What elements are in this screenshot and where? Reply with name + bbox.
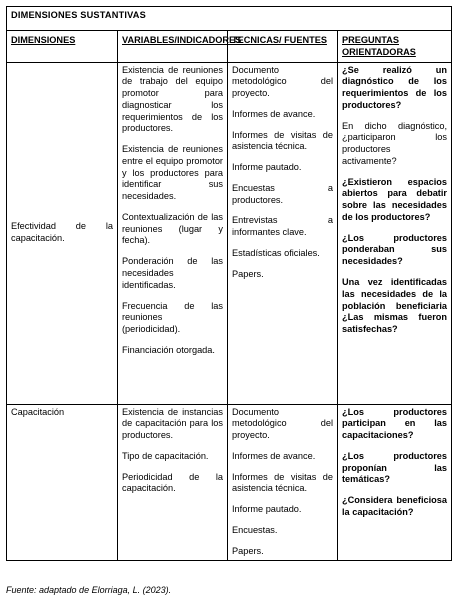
pregunta-item: ¿Existieron espacios abiertos para debatir sobre las necesidades de los productores?: [342, 176, 447, 222]
tecnicas-cell: [228, 404, 338, 560]
dimensions-table: [6, 6, 452, 561]
tecnica-item: Documento metodológico del proyecto.: [232, 406, 333, 441]
preguntas-cell: [338, 62, 452, 404]
variable-item: Existencia de reuniones de trabajo del equipo promotor para diagnosticar los requerimientos de los productores.: [122, 64, 223, 134]
tecnica-item: Encuestas.: [232, 524, 278, 535]
header-variables: VARIABLES/INDICADORES: [118, 31, 228, 63]
pregunta-item: ¿Considera beneficiosa la capacitación?: [342, 495, 447, 517]
pregunta-item: ¿Los productores proponían las temáticas?: [342, 450, 447, 485]
tecnica-item: Informe pautado.: [232, 162, 302, 173]
tecnica-item: Informe pautado.: [232, 504, 302, 515]
variable-item: Ponderación de las necesidades identificadas.: [122, 256, 223, 290]
tecnica-item: Entrevistas a informantes clave.: [232, 215, 333, 238]
pregunta-item: ¿Los productores participan en las capacitaciones?: [342, 406, 447, 441]
tecnica-item: Estadísticas oficiales.: [232, 247, 320, 258]
table-row: [7, 62, 452, 404]
variable-item: Frecuencia de las reuniones (periodicidad).: [122, 300, 223, 335]
header-preguntas: PREGUNTAS ORIENTADORAS: [338, 31, 452, 63]
tecnica-item: Informes de visitas de asistencia técnica.: [232, 471, 333, 494]
table-row: [7, 404, 452, 560]
variables-cell: [118, 404, 228, 560]
header-tecnicas: TECNICAS/ FUENTES: [228, 31, 338, 63]
table-title: DIMENSIONES SUSTANTIVAS: [7, 7, 452, 31]
dimension-cell: Capacitación: [7, 404, 118, 560]
variable-item: Tipo de capacitación.: [122, 450, 209, 461]
source-caption: Fuente: adaptado de Elorriaga, L. (2023).: [6, 585, 172, 595]
tecnica-item: Informes de avance.: [232, 450, 316, 461]
tecnica-item: Encuestas a productores.: [232, 182, 333, 205]
variable-item: Periodicidad de la capacitación.: [122, 471, 223, 494]
pregunta-item: En dicho diagnóstico, ¿participaron los productores activamente?: [342, 120, 447, 166]
tecnica-item: Papers.: [232, 268, 264, 279]
pregunta-item: ¿Se realizó un diagnóstico de los requerimientos de los productores?: [342, 64, 447, 110]
tecnica-item: Papers.: [232, 545, 264, 556]
variable-item: Existencia de reuniones entre el equipo promotor y los productores para identificar sus necesidades.: [122, 144, 223, 202]
pregunta-item: Una vez identificadas las necesidades de la población beneficiaria ¿Las mismas fueron satisfechas?: [342, 277, 447, 335]
preguntas-cell: [338, 404, 452, 560]
header-dimensiones: DIMENSIONES: [7, 31, 118, 63]
dimension-cell: Efectividad de la capacitación.: [7, 62, 118, 404]
tecnica-item: Informes de avance.: [232, 108, 316, 119]
tecnica-item: Documento metodológico del proyecto.: [232, 64, 333, 99]
variable-item: Contextualización de las reuniones (lugar y fecha).: [122, 211, 223, 246]
tecnica-item: Informes de visitas de asistencia técnica.: [232, 129, 333, 152]
tecnicas-cell: [228, 62, 338, 404]
variable-item: Existencia de instancias de capacitación para los productores.: [122, 406, 223, 441]
variables-cell: [118, 62, 228, 404]
variable-item: Financiación otorgada.: [122, 344, 215, 355]
pregunta-item: ¿Los productores ponderaban sus necesidades?: [342, 232, 447, 267]
